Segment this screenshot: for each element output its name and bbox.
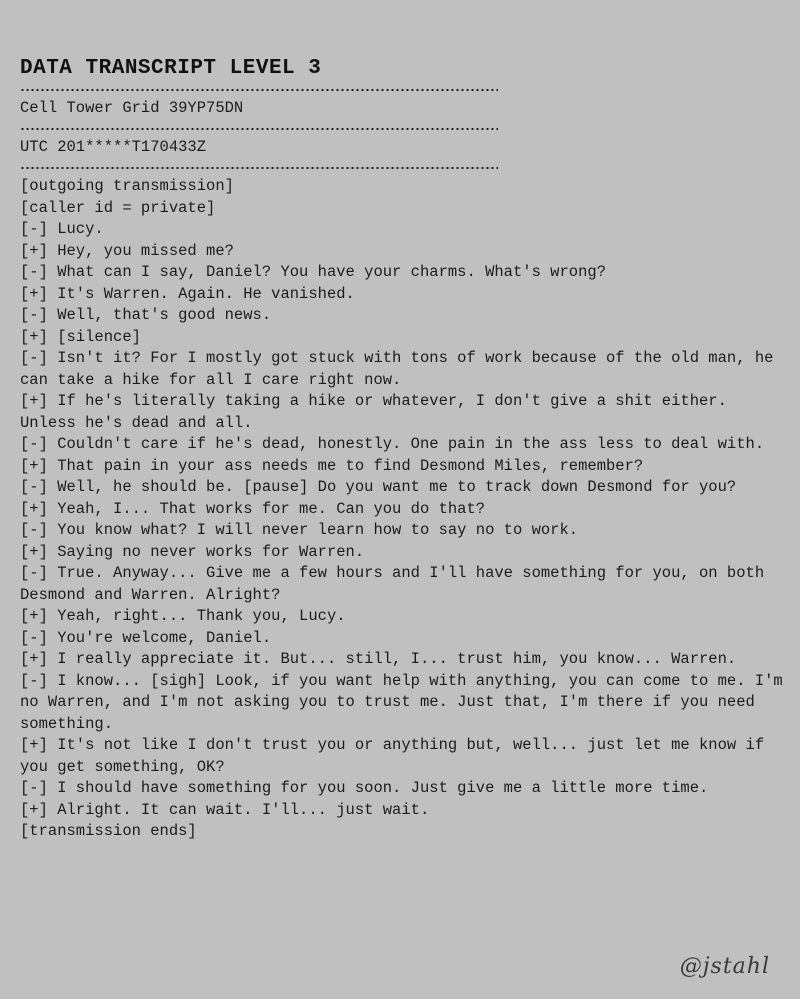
transcript-line: [+] It's Warren. Again. He vanished. (20, 284, 355, 303)
transcript-line: [+] [silence] (20, 327, 141, 346)
transcript-line: [caller id = private] (20, 198, 216, 217)
transcript-line: [+] That pain in your ass needs me to find Desmond Miles, remember? (20, 456, 644, 475)
utc-timestamp: UTC 201*****T170433Z (20, 138, 207, 156)
transcript-document (20, 54, 793, 843)
transcript-line: [-] Well, that's good news. (20, 306, 272, 324)
transcript-line: [outgoing transmission] (20, 177, 234, 195)
transcript-line: [+] Saying no never works for Warren. (20, 542, 365, 561)
transcript-line: [-] I know... [sigh] Look, if you want help with anything, you can come to me. I'm no Warren, and I'm not asking you to trust me. Just that, I'm there if you need something. (20, 671, 793, 733)
transcript-line: [+] Hey, you missed me? (20, 241, 234, 260)
transcript-line: [+] Yeah, I... That works for me. Can you do that? (20, 499, 486, 518)
transcript-line: [-] True. Anyway... Give me a few hours and I'll have something for you, on both Desmond and Warren. Alright? (20, 564, 774, 604)
cell-tower-grid: Cell Tower Grid 39YP75DN (20, 99, 244, 117)
transcript-line: [+] I really appreciate it. But... still, I... trust him, you know... Warren. (20, 650, 737, 668)
artist-signature: @jstahl (679, 954, 770, 979)
transcript-line: [+] Yeah, right... Thank you, Lucy. (20, 607, 346, 625)
transcript-line: [-] Well, he should be. [pause] Do you want me to track down Desmond for you? (20, 478, 737, 496)
transcript-line: [+] If he's literally taking a hike or whatever, I don't give a shit either. Unless he's dead and all. (20, 392, 737, 432)
transcript-line: [-] I should have something for you soon. Just give me a little more time. (20, 779, 709, 797)
transcript-line: [-] Isn't it? For I mostly got stuck with tons of work because of the old man, he can take a hike for all I care right now. (20, 349, 783, 389)
transcript-line: [-] Couldn't care if he's dead, honestly. One pain in the ass less to deal with. (20, 435, 765, 453)
dotted-divider (20, 125, 498, 133)
transcript-line: [-] What can I say, Daniel? You have your charms. What's wrong? (20, 263, 606, 281)
dotted-divider (20, 164, 498, 172)
transcript-body (20, 176, 793, 843)
transcript-line: [+] It's not like I don't trust you or anything but, well... just let me know if you get something, OK? (20, 736, 774, 776)
transcript-line: [+] Alright. It can wait. I'll... just wait. (20, 800, 430, 819)
transcript-line: [transmission ends] (20, 822, 197, 840)
transcript-line: [-] You're welcome, Daniel. (20, 628, 272, 647)
transcript-line: [-] You know what? I will never learn how to say no to work. (20, 521, 579, 539)
transcript-line: [-] Lucy. (20, 220, 104, 238)
document-title: DATA TRANSCRIPT LEVEL 3 (20, 57, 322, 80)
dotted-divider (20, 86, 498, 94)
